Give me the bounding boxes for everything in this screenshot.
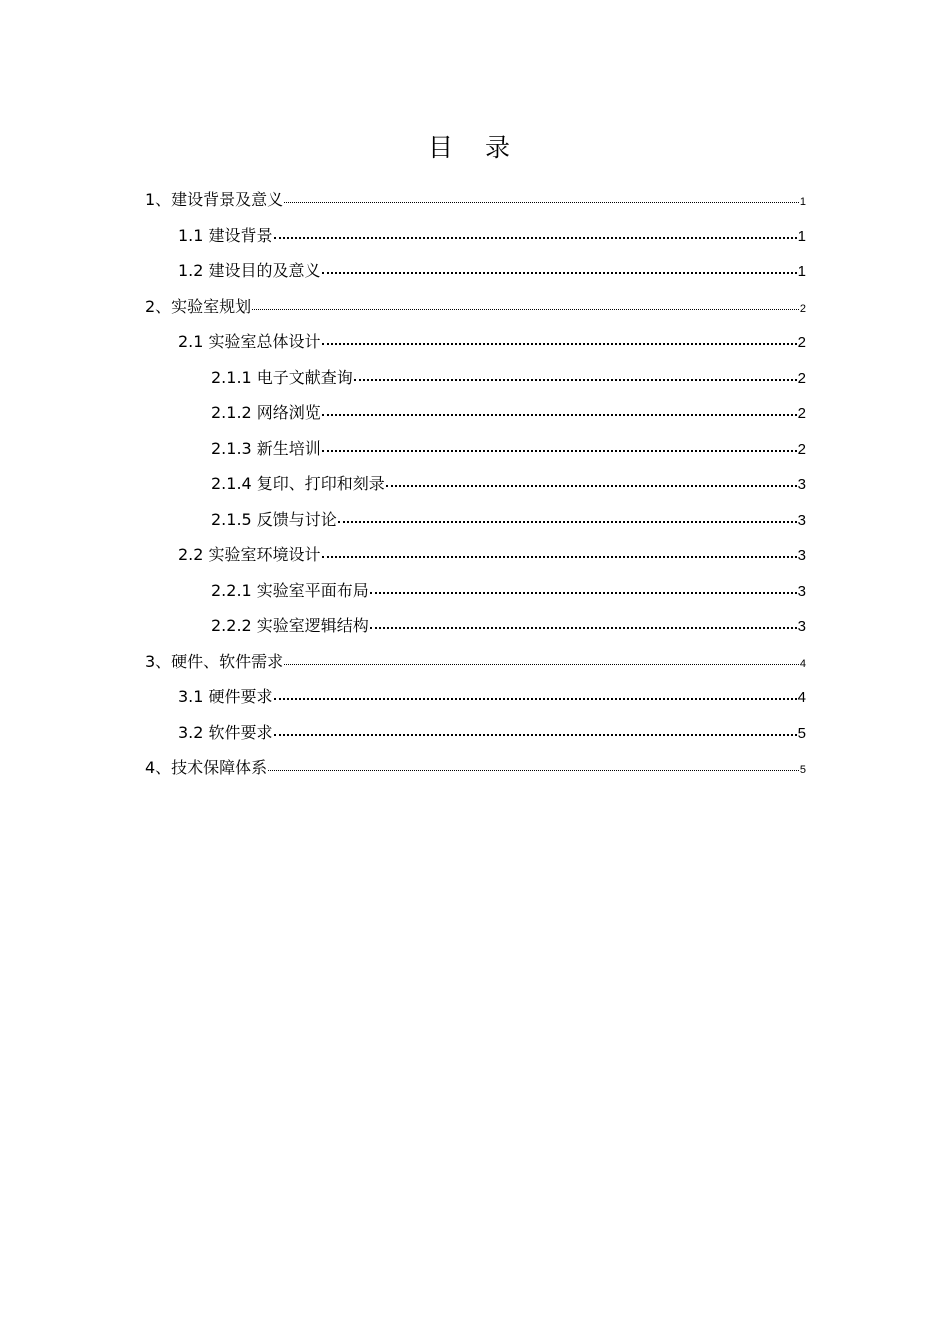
toc-entry-text: 2.1.5 反馈与讨论 (211, 509, 337, 529)
toc-entry[interactable] (145, 218, 806, 254)
toc-entry-text: 2.1.1 电子文献查询 (211, 367, 353, 387)
toc-entry-text: 4、技术保障体系 (145, 758, 268, 777)
toc-entry-text: 2.2 实验室环境设计 (178, 545, 321, 564)
toc-page-number: 2 (799, 302, 806, 315)
toc-entry[interactable] (145, 431, 806, 467)
toc-page-number: 1 (797, 227, 806, 245)
toc-dot-leader (274, 724, 797, 738)
toc-page-number: 3 (797, 582, 806, 600)
toc-dot-leader (354, 369, 797, 383)
toc-page-number: 2 (797, 369, 806, 387)
toc-entry[interactable] (145, 537, 806, 573)
toc-dot-leader (386, 475, 797, 489)
toc-entry-text: 2.1.2 网络浏览 (211, 403, 321, 422)
toc-entry[interactable] (145, 253, 806, 289)
toc-dot-leader (268, 759, 799, 773)
toc-page-number: 3 (797, 547, 806, 564)
toc-entry[interactable] (145, 395, 806, 431)
toc-entry-text: 2.1.3 新生培训 (211, 438, 321, 458)
toc-entry[interactable] (145, 644, 806, 680)
toc-entry-text: 2.2.2 实验室逻辑结构 (211, 616, 369, 635)
toc-entry[interactable] (145, 715, 806, 751)
toc-dot-leader (338, 511, 797, 525)
toc-entry[interactable] (145, 502, 806, 538)
toc-dot-leader (370, 582, 797, 596)
toc-entry[interactable] (145, 750, 806, 786)
toc-dot-leader (274, 227, 797, 241)
toc-entry-text: 1.1 建设背景 (178, 225, 273, 245)
toc-page-number: 5 (797, 724, 806, 742)
table-of-contents (145, 182, 806, 786)
toc-dot-leader (370, 617, 797, 631)
toc-entry-text: 1.2 建设目的及意义 (178, 261, 321, 280)
toc-entry[interactable] (145, 679, 806, 715)
toc-entry[interactable] (145, 360, 806, 396)
toc-page-number: 1 (797, 263, 806, 280)
toc-page-number: 2 (797, 440, 806, 458)
toc-page-number: 3 (797, 476, 806, 493)
toc-page-number: 5 (799, 764, 806, 776)
toc-dot-leader (322, 404, 797, 418)
toc-page-number: 4 (799, 657, 806, 670)
toc-page-number: 3 (797, 618, 806, 635)
toc-entry-text: 3、硬件、软件需求 (145, 651, 284, 671)
toc-page-number: 2 (797, 405, 806, 422)
toc-entry-text: 3.2 软件要求 (178, 722, 273, 742)
toc-page-number: 2 (797, 334, 806, 351)
toc-entry-text: 3.1 硬件要求 (178, 687, 273, 706)
toc-page-number: 4 (797, 689, 806, 706)
toc-entry[interactable] (145, 573, 806, 609)
toc-dot-leader (322, 333, 797, 347)
toc-dot-leader (284, 191, 799, 205)
toc-page-number: 3 (797, 511, 806, 529)
toc-dot-leader (252, 298, 799, 312)
toc-entry[interactable] (145, 182, 806, 218)
toc-dot-leader (322, 440, 797, 454)
toc-entry-text: 2、实验室规划 (145, 296, 252, 316)
toc-title: 目 录 (428, 133, 522, 162)
toc-dot-leader (274, 688, 797, 702)
toc-entry-text: 2.1 实验室总体设计 (178, 332, 321, 351)
toc-entry[interactable] (145, 324, 806, 360)
toc-entry-text: 2.1.4 复印、打印和刻录 (211, 474, 385, 493)
toc-dot-leader (322, 546, 797, 560)
toc-dot-leader (322, 262, 797, 276)
toc-entry[interactable] (145, 289, 806, 325)
toc-entry[interactable] (145, 608, 806, 644)
toc-entry-text: 2.2.1 实验室平面布局 (211, 580, 369, 600)
toc-dot-leader (284, 653, 799, 667)
toc-entry-text: 1、建设背景及意义 (145, 190, 284, 209)
toc-page-number: 1 (799, 196, 806, 208)
toc-entry[interactable] (145, 466, 806, 502)
